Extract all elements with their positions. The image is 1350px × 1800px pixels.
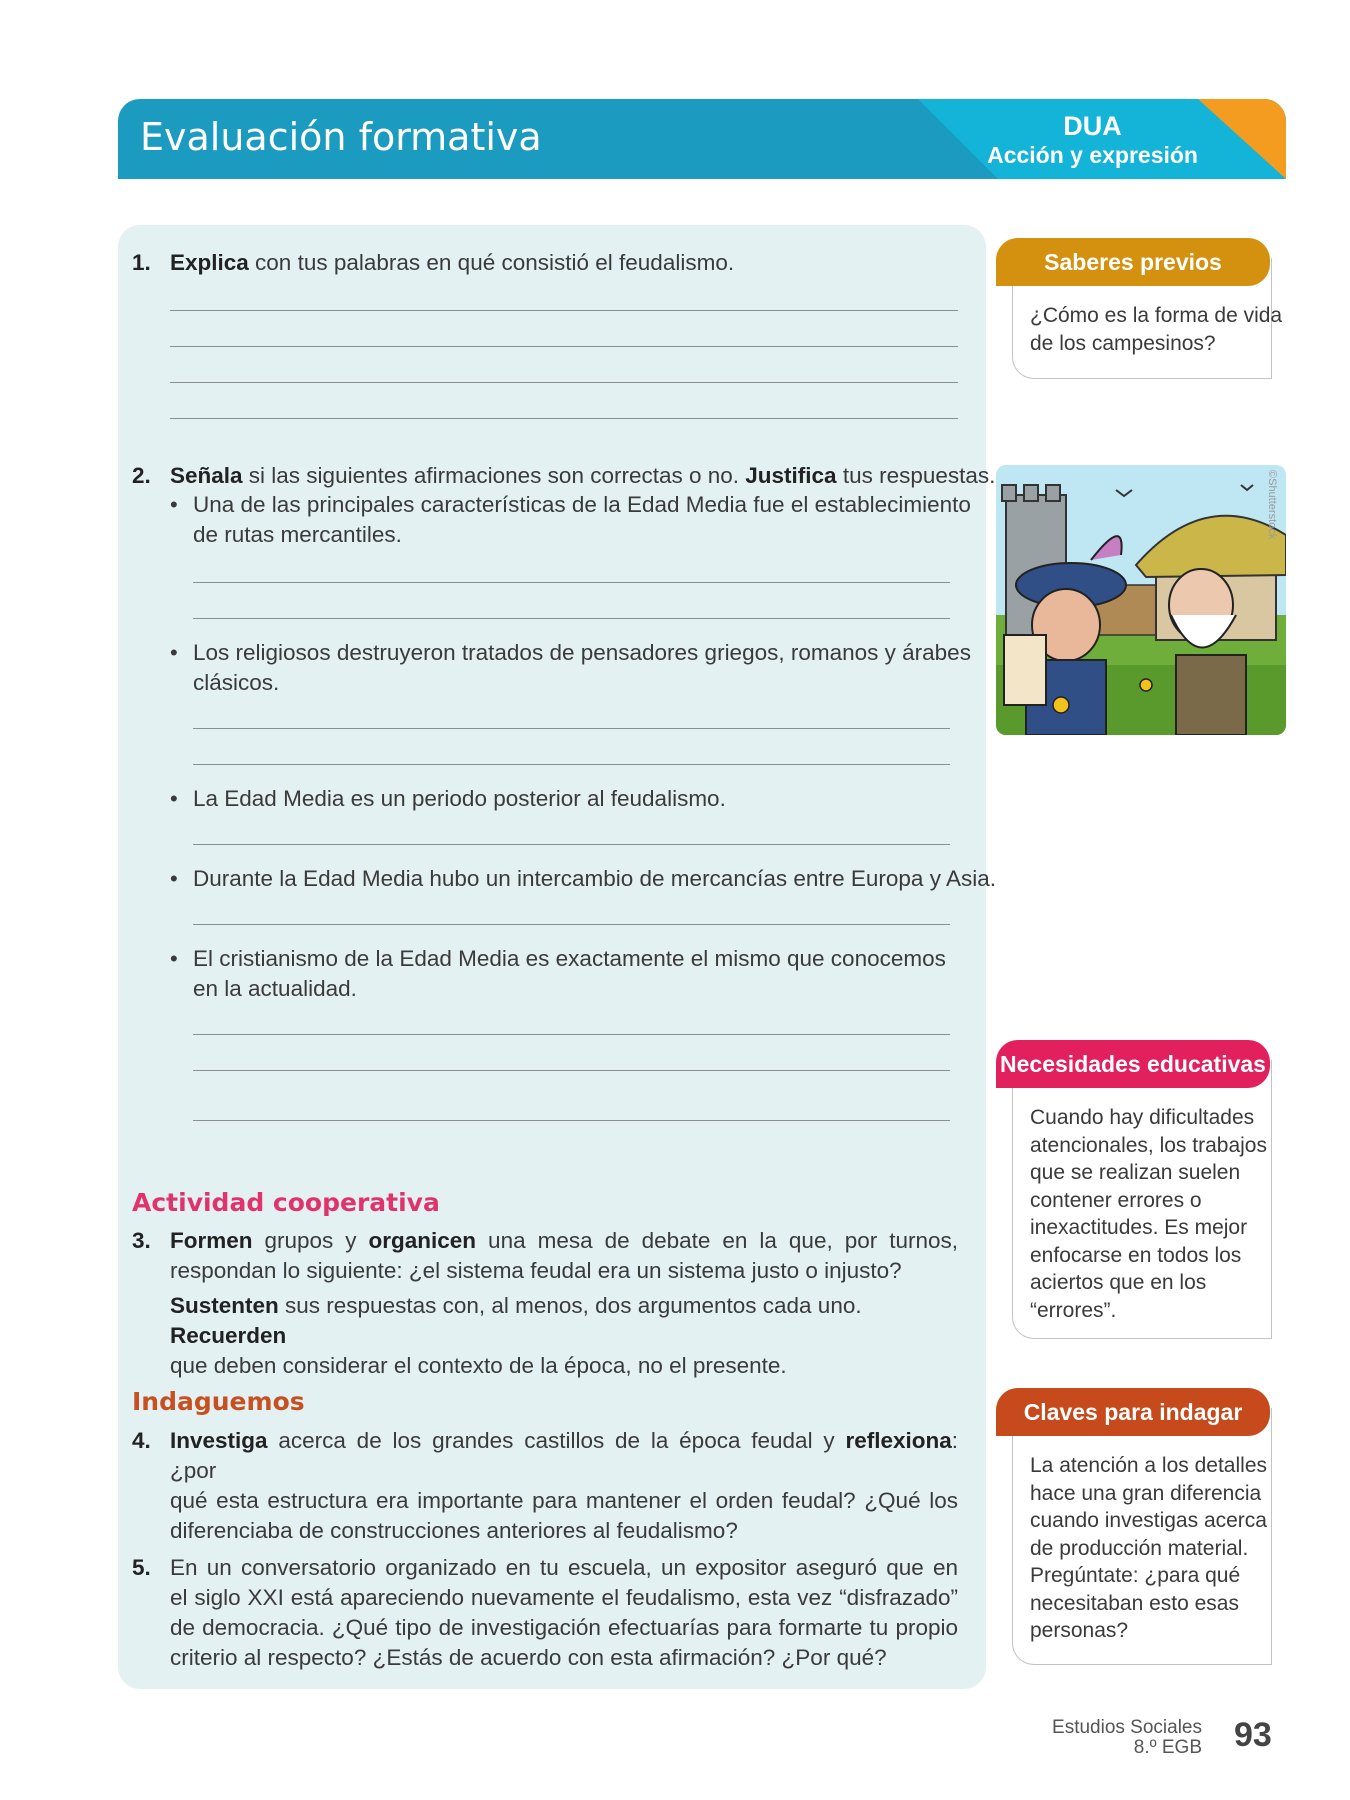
q2-number: 2.	[132, 463, 151, 488]
claves-line: cuando investigas acerca	[1030, 1509, 1267, 1532]
answer-line[interactable]	[170, 382, 958, 383]
feudal-illustration	[996, 465, 1286, 735]
q2-item-4: Durante la Edad Media hubo un intercambio de mercancías entre Europa y Asia.	[193, 866, 996, 891]
bullet-icon: •	[170, 492, 178, 517]
bullet-icon: •	[170, 786, 178, 811]
q2-item-3: La Edad Media es un periodo posterior al feudalismo.	[193, 786, 726, 811]
footer-subject-name: Estudios Sociales	[1052, 1717, 1202, 1738]
q3-body-c: sus respuestas con, al menos, dos argumentos cada uno.	[278, 1293, 862, 1318]
q4-body-a: acerca de los grandes castillos de la época feudal y	[267, 1428, 846, 1453]
q2-verb: Señala	[170, 463, 243, 488]
q3-line2: respondan lo siguiente: ¿el sistema feudal era un sistema justo o injusto?	[170, 1258, 902, 1283]
claves-line: personas?	[1030, 1619, 1129, 1642]
answer-line[interactable]	[193, 924, 950, 925]
q1-verb: Explica	[170, 250, 249, 275]
q1-text	[170, 248, 734, 278]
q2-item-1-line1: Una de las principales características de la Edad Media fue el establecimiento	[193, 492, 971, 517]
necesidades-line: que se realizan suelen	[1030, 1161, 1241, 1184]
q3-verb4: Recuerden	[170, 1323, 287, 1348]
claves-line: Pregúntate: ¿para qué	[1030, 1564, 1241, 1587]
answer-line[interactable]	[193, 764, 950, 765]
q2-body-b: tus respuestas.	[836, 463, 996, 488]
q3-verb: Formen	[170, 1228, 253, 1253]
claves-line: La atención a los detalles	[1030, 1454, 1267, 1477]
q2-item-1	[193, 490, 971, 550]
q2-item-2-line1: Los religiosos destruyeron tratados de pensadores griegos, romanos y árabes	[193, 640, 971, 665]
q3-text	[170, 1226, 958, 1381]
necesidades-text	[1030, 1104, 1267, 1324]
q5-number: 5.	[132, 1555, 151, 1580]
q2-item-5-line1: El cristianismo de la Edad Media es exactamente el mismo que conocemos	[193, 946, 946, 971]
answer-line[interactable]	[170, 346, 958, 347]
inquiry-title: Indaguemos	[132, 1387, 305, 1416]
necesidades-line: atencionales, los trabajos	[1030, 1133, 1267, 1157]
q2-body-a: si las siguientes afirmaciones son correctas o no.	[242, 463, 746, 488]
q2-item-2-line2: clásicos.	[193, 670, 280, 695]
dua-title: DUA	[1063, 111, 1122, 141]
necesidades-line: contener errores o	[1030, 1188, 1202, 1212]
saberes-text	[1030, 302, 1282, 357]
q5-text	[170, 1553, 958, 1673]
answer-line[interactable]	[170, 418, 958, 419]
saberes-tag: Saberes previos	[996, 238, 1270, 286]
necesidades-line: “errores”.	[1030, 1298, 1117, 1322]
necesidades-line: Cuando hay dificultades	[1030, 1106, 1255, 1129]
q3-verb2: organicen	[368, 1228, 477, 1253]
dua-subtitle: Acción y expresión	[987, 142, 1198, 168]
q5-line4: criterio al respecto? ¿Estás de acuerdo con esta afirmación? ¿Por qué?	[170, 1645, 887, 1670]
q4-text	[170, 1426, 958, 1546]
page-title: Evaluación formativa	[140, 115, 542, 159]
answer-line[interactable]	[193, 1070, 950, 1071]
q3-verb3: Sustenten	[170, 1293, 279, 1318]
q4-line2: qué esta estructura era importante para mantener el orden feudal? ¿Qué los	[170, 1488, 958, 1513]
header-banner	[118, 99, 1286, 179]
footer-grade: 8.º EGB	[1133, 1737, 1202, 1758]
image-credit: ©Shutterstock	[1266, 470, 1278, 540]
claves-tag: Claves para indagar	[996, 1388, 1270, 1436]
necesidades-line: enfocarse en todos los	[1030, 1243, 1242, 1267]
q3-line4: que deben considerar el contexto de la época, no el presente.	[170, 1353, 787, 1378]
q4-number: 4.	[132, 1428, 151, 1453]
answer-line[interactable]	[170, 310, 958, 311]
answer-line[interactable]	[193, 582, 950, 583]
necesidades-line: inexactitudes. Es mejor	[1030, 1216, 1248, 1239]
necesidades-line: aciertos que en los	[1030, 1271, 1207, 1294]
claves-line: de producción material.	[1030, 1536, 1249, 1560]
claves-line: hace una gran diferencia	[1030, 1481, 1262, 1505]
bullet-icon: •	[170, 946, 178, 971]
q2-text	[170, 461, 995, 491]
q5-line2: el siglo XXI está apareciendo nuevamente el feudalismo, esta vez “disfrazado”	[170, 1585, 958, 1610]
q3-body-b: una mesa de debate en la que, por turnos,	[476, 1228, 958, 1253]
q4-body-b: : ¿por	[170, 1428, 958, 1483]
q2-item-5	[193, 944, 946, 1004]
q2-item-5-line2: en la actualidad.	[193, 976, 357, 1001]
answer-line[interactable]	[193, 1034, 950, 1035]
dua-label	[987, 111, 1198, 169]
answer-line[interactable]	[193, 618, 950, 619]
bullet-icon: •	[170, 640, 178, 665]
feudal-scene-icon	[996, 465, 1286, 735]
q3-number: 3.	[132, 1228, 151, 1253]
q4-verb: Investiga	[170, 1428, 268, 1453]
answer-line[interactable]	[193, 1120, 950, 1121]
claves-text	[1030, 1452, 1267, 1645]
q5-line1: En un conversatorio organizado en tu escuela, un expositor aseguró que en	[170, 1555, 958, 1580]
answer-line[interactable]	[193, 728, 950, 729]
q2-verb2: Justifica	[745, 463, 837, 488]
q3-body-a: grupos y	[252, 1228, 369, 1253]
saberes-line: de los campesinos?	[1030, 331, 1216, 355]
q4-verb2: reflexiona	[845, 1428, 952, 1453]
q4-line3: diferenciaba de construcciones anteriores al feudalismo?	[170, 1518, 738, 1543]
q1-number: 1.	[132, 250, 151, 275]
answer-line[interactable]	[193, 844, 950, 845]
q1-body: con tus palabras en qué consistió el feudalismo.	[248, 250, 735, 275]
q5-line3: de democracia. ¿Qué tipo de investigación efectuarías para formarte tu propio	[170, 1615, 958, 1640]
claves-line: necesitaban esto esas	[1030, 1591, 1239, 1615]
footer-subject	[1030, 1718, 1202, 1758]
saberes-line: ¿Cómo es la forma de vida	[1030, 304, 1283, 327]
bullet-icon: •	[170, 866, 178, 891]
page-number: 93	[1234, 1716, 1272, 1754]
q2-item-2	[193, 638, 971, 698]
necesidades-tag: Necesidades educativas	[996, 1040, 1270, 1088]
q2-item-1-line2: de rutas mercantiles.	[193, 522, 402, 547]
cooperative-title: Actividad cooperativa	[132, 1188, 440, 1217]
